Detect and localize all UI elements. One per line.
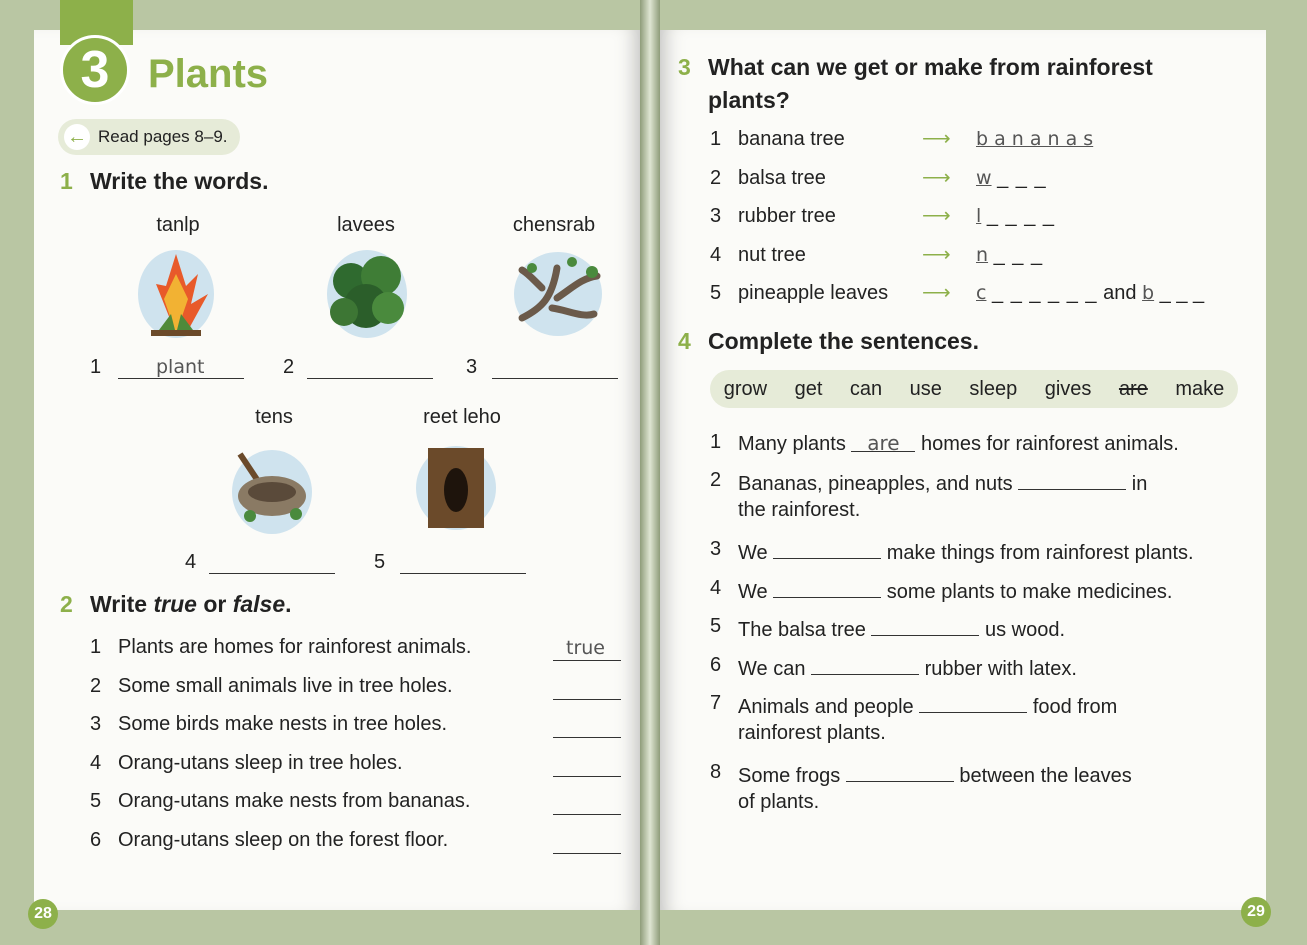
ex4-sentence-after: make things from rainforest plants. (886, 542, 1194, 564)
arrow-left-icon: ← (64, 124, 90, 150)
ex3-answer (976, 282, 1204, 305)
ex4-sentence-after: us wood. (984, 619, 1066, 641)
ex1-num-5: 5 (374, 551, 386, 573)
nest-icon (230, 444, 314, 536)
left-page (34, 30, 640, 910)
ex4-num: 7 (710, 692, 722, 714)
ex1-answer-line-5[interactable] (400, 551, 526, 574)
ex4-sentence (738, 538, 1194, 565)
ex1-num-4: 4 (185, 551, 197, 573)
ex4-sentence (738, 469, 1147, 496)
ex2-statement: Orang-utans make nests from bananas. (118, 790, 471, 813)
ex4-num: 5 (710, 615, 722, 637)
ex3-num: 1 (710, 128, 722, 150)
ex4-heading: 4 Complete the sentences. (678, 328, 979, 354)
ex1-answer-line-4[interactable] (209, 551, 335, 574)
ex3-source: nut tree (738, 243, 806, 266)
ex3-source: balsa tree (738, 166, 826, 189)
ex4-num: 1 (710, 431, 722, 453)
ex1-heading: 1 Write the words. (60, 168, 269, 194)
ex4-sentence (738, 654, 1077, 681)
ex2-statement: Orang-utans sleep in tree holes. (118, 751, 403, 774)
ex1-scrambled-1: tanlp (156, 214, 200, 236)
ex3-answer-letters: n (976, 243, 989, 266)
tree-hole-icon (414, 444, 498, 532)
ex4-sentence-after: some plants to make medicines. (886, 581, 1173, 603)
ex2-answer-line[interactable] (553, 715, 621, 738)
ex4-num: 6 (710, 654, 722, 676)
ex2-statement: Some birds make nests in tree holes. (118, 713, 448, 736)
book-gutter (640, 0, 660, 945)
arrow-right-icon: ⟶ (922, 243, 951, 266)
ex1-scrambled-5: reet leho (423, 406, 501, 428)
ex4-sentence-before: We (738, 581, 768, 603)
ex4-num: 4 (710, 577, 722, 599)
arrow-right-icon: ⟶ (922, 128, 951, 150)
ex3-num: 2 (710, 166, 722, 189)
word-bank-item: gives (1044, 377, 1092, 400)
ex3-blanks[interactable]: _ _ _ _ _ _ (992, 282, 1098, 305)
ex4-sentence-before: Many plants (738, 433, 846, 455)
ex3-answer-letters: b (1142, 282, 1155, 305)
ex3-answer (976, 128, 1093, 151)
ex4-sentence (738, 761, 1132, 788)
ex3-source: banana tree (738, 128, 845, 150)
ex1-answer-line-2[interactable] (307, 356, 433, 379)
ex4-num: 2 (710, 469, 722, 491)
ex4-sentence-after: rubber with latex. (924, 658, 1077, 680)
ex2-num: 4 (90, 751, 102, 774)
ex2-answer-line[interactable] (553, 792, 621, 815)
ex1-scrambled-2: lavees (337, 214, 395, 236)
ex4-answer-blank[interactable] (811, 654, 919, 675)
ex3-num: 4 (710, 243, 722, 266)
word-bank-item: grow (723, 377, 768, 400)
ex4-sentence-line2: of plants. (738, 791, 820, 813)
ex4-sentence (738, 692, 1117, 719)
arrow-right-icon: ⟶ (922, 282, 951, 305)
ex4-sentence-line2: the rainforest. (738, 499, 861, 521)
ex3-answer-letters: w (976, 166, 992, 189)
ex3-blanks[interactable]: _ _ _ (993, 243, 1044, 266)
ex3-answer-letters: l (976, 205, 982, 228)
unit-number-badge (60, 35, 130, 105)
ex3-blanks[interactable]: _ _ _ (1159, 282, 1205, 305)
ex1-answer-line-3[interactable] (492, 356, 618, 379)
ex4-sentence (738, 615, 1065, 642)
arrow-right-icon: ⟶ (922, 166, 951, 189)
read-pages-pill (58, 119, 240, 155)
word-bank-item: make (1175, 377, 1225, 400)
leaves-icon (326, 246, 408, 338)
ex4-answer-blank[interactable] (846, 761, 954, 782)
ex3-answer-letters: c (976, 282, 987, 305)
ex2-answer-line[interactable] (553, 677, 621, 700)
word-bank (710, 370, 1238, 408)
ex4-sentence-after: between the leaves (959, 765, 1132, 787)
unit-number: 3 (80, 41, 110, 99)
ex4-sentence-before: Bananas, pineapples, and nuts (738, 473, 1013, 495)
ex2-statement: Orang-utans sleep on the forest floor. (118, 829, 449, 851)
ex2-statement: Some small animals live in tree holes. (118, 674, 453, 697)
page-number-right: 29 (1241, 897, 1271, 927)
ex3-blanks[interactable]: _ _ _ _ (986, 205, 1056, 228)
plant-icon (136, 244, 216, 340)
ex3-blanks[interactable]: _ _ _ (997, 166, 1047, 189)
ex3-source: pineapple leaves (738, 282, 889, 305)
branches-icon (512, 248, 604, 336)
ex4-num: 3 (710, 538, 722, 560)
ex4-sentence-line2: rainforest plants. (738, 722, 886, 744)
ex4-sentence-after: in (1131, 473, 1148, 495)
ex4-sentence-after: homes for rainforest animals. (920, 433, 1179, 455)
page-number-left: 28 (28, 899, 58, 929)
ex2-num: 2 (90, 674, 102, 697)
ex4-sentence (738, 431, 1179, 456)
ex3-num: 3 (710, 205, 722, 228)
ex4-answer-blank[interactable] (773, 577, 881, 598)
ex2-answer-line[interactable] (553, 754, 621, 777)
ex4-answer-blank[interactable] (919, 692, 1027, 713)
ex2-heading: 2 Write true or false. (60, 591, 292, 617)
word-bank-item: get (794, 377, 823, 400)
ex3-heading: 3 What can we get or make from rainforest plants? (678, 54, 1153, 113)
ex2-num: 6 (90, 829, 102, 851)
word-bank-item: use (909, 377, 942, 400)
ex4-sentence-before: Animals and people (738, 696, 914, 718)
arrow-right-icon: ⟶ (922, 205, 951, 228)
ex4-sentence-before: We (738, 542, 768, 564)
ex3-answer-letters: b a n a n a s (976, 128, 1094, 150)
ex2-num: 3 (90, 713, 102, 736)
ex4-num: 8 (710, 761, 722, 783)
word-bank-item: can (849, 377, 883, 400)
ex4-sentence-before: The balsa tree (738, 619, 866, 641)
word-bank-item: sleep (969, 377, 1018, 400)
ex4-sentence-before: We can (738, 658, 806, 680)
ex3-answer (976, 244, 1043, 267)
ex1-num-1: 1 (90, 356, 102, 378)
ex3-num: 5 (710, 282, 722, 305)
ex4-answer-blank[interactable] (1018, 469, 1126, 490)
ex1-answer-1: plant (156, 356, 205, 378)
read-pages-text: Read pages 8–9. (98, 127, 228, 146)
ex2-num: 1 (90, 636, 102, 658)
ex2-num: 5 (90, 790, 102, 813)
ex1-scrambled-4: tens (255, 406, 293, 428)
ex4-sentence (738, 577, 1172, 604)
ex1-num-2: 2 (283, 356, 295, 378)
ex1-num-3: 3 (466, 356, 478, 378)
page-title: Plants (148, 52, 269, 96)
ex4-answer-blank[interactable]: are (851, 431, 915, 452)
ex1-scrambled-3: chensrab (512, 214, 596, 236)
ex2-statement: Plants are homes for rainforest animals. (118, 636, 472, 658)
ex3-and: and (1103, 282, 1137, 305)
ex2-answer-line[interactable] (553, 831, 621, 854)
ex4-answer-blank[interactable] (773, 538, 881, 559)
ex3-source: rubber tree (738, 205, 836, 228)
ex2-answer: true (566, 637, 605, 659)
word-bank-item-used: are (1118, 377, 1148, 400)
ex3-answer (976, 167, 1047, 190)
ex4-sentence-before: Some frogs (738, 765, 841, 787)
ex4-answer-blank[interactable] (871, 615, 979, 636)
ex3-answer (976, 205, 1055, 228)
ex4-sentence-after: food from (1032, 696, 1118, 718)
